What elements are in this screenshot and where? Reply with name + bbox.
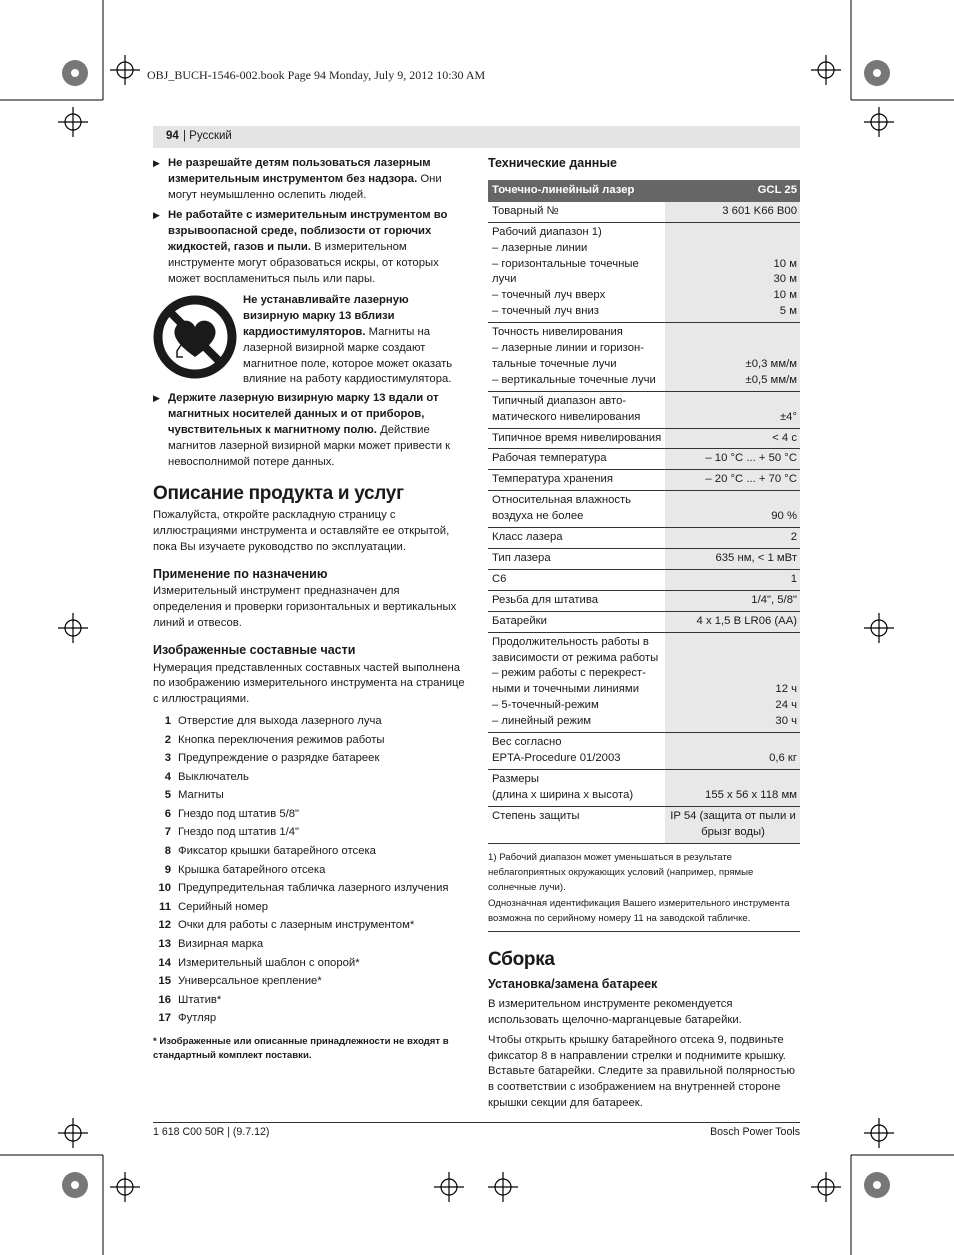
section-title-assembly: Сборка [488, 948, 555, 970]
battery-paragraph-2: Чтобы открыть крышку батарейного отсека 9, подвиньте фиксатор 8 в направлении стрелки и поднимите крышку. Вставьте батарейки. Следите за правильной полярностью в соответствии с изображением на внутренней стороне крышки секции для батареек. [488, 1033, 796, 1109]
footnote-range: 1) Рабочий диапазон может уменьшаться в результате неблагоприятных окружающих условий (например, прямые солнечные лучи). [488, 851, 754, 893]
bullet-arrow-icon: ▶ [153, 210, 160, 221]
spec-table [488, 180, 800, 844]
table-row: Резьба для штатива 1/4", 5/8" [488, 590, 800, 611]
page-header-bar [153, 126, 800, 148]
warning-explosive-text: В измерительном инструменте могут образоваться искры, от которых может воспламениться пыль или пары. [168, 240, 439, 285]
warning-pacemaker-bold: Не устанавливайте лазерную визирную марку 13 вблизи кардиостимуляторов. [243, 294, 409, 338]
warning-explosive-bold: Не работайте с измерительным инструментом во взрывоопасной среде, поблизости от горючих жидкостей, газов и пыли. [168, 209, 448, 253]
table-row: Размеры (длина x ширина x высота) 155 x 56 x 118 мм [488, 769, 800, 806]
list-item: 2 Кнопка переключения режимов работы [164, 733, 385, 746]
table-header-model: GCL 25 [665, 180, 800, 202]
list-item: 11 Серийный номер [159, 900, 269, 913]
table-row: Класс лазера 2 [488, 528, 800, 549]
footer-rule [153, 1122, 800, 1123]
table-row: Относительная влажность воздуха не более 90 % [488, 491, 800, 528]
section-title-product: Описание продукта и услуг [153, 483, 404, 505]
warning-pacemaker [153, 293, 465, 388]
footer-brand: Bosch Power Tools [710, 1126, 800, 1138]
print-header: OBJ_BUCH-1546-002.book Page 94 Monday, July 9, 2012 10:30 AM [147, 68, 486, 82]
table-row: Батарейки 4 x 1,5 B LR06 (AA) [488, 611, 800, 632]
warning-magnetic-text: Действие магнитов лазерной визирной марки может привести к невосполнимой потере данных. [168, 423, 451, 468]
table-row: Температура хранения – 20 °C ... + 70 °C [488, 470, 800, 491]
table-row: Продолжительность работы в зависимости от режима работы – режим работы с перекрест- ными и точечными линиями – 5-точечный-режим – линейный режим 12 ч 24 ч 30 ч [488, 632, 800, 732]
footer-doc-code: 1 618 C00 50R | (9.7.12) [153, 1126, 270, 1138]
list-item: 12 Очки для работы с лазерным инструментом* [158, 919, 415, 932]
bullet-arrow-icon: ▶ [153, 158, 160, 168]
page-language: | Русский [183, 130, 232, 142]
tech-data-title: Технические данные [488, 156, 617, 170]
table-row: Тип лазера 635 нм, < 1 мВт [488, 549, 800, 570]
bullet-arrow-icon: ▶ [153, 393, 160, 404]
parts-title: Изображенные составные части [153, 642, 356, 657]
list-item: 15 Универсальное крепление* [158, 975, 322, 988]
list-item: 16 Штатив* [158, 993, 222, 1006]
list-item: 7 Гнездо под штатив 1/4" [164, 826, 300, 839]
warning-children-bold: Не разрешайте детям пользоваться лазерным измерительным инструментом без надзора. [168, 157, 431, 185]
warning-explosive [153, 208, 465, 287]
no-pacemaker-sign-icon [153, 295, 237, 379]
footnote-serial: Однозначная идентификация Вашего измерительного инструмента возможна по серийному номеру 11 на заводской табличке. [488, 896, 800, 932]
list-item: 13 Визирная марка [158, 938, 264, 951]
list-item: 3 Предупреждение о разрядке батареек [164, 752, 380, 765]
table-row: Типичный диапазон авто- матического нивелирования ±4° [488, 391, 800, 428]
warning-magnetic [153, 391, 465, 470]
purpose-paragraph: Измерительный инструмент предназначен для определения и проверки горизонтальных и вертикальных линий и отвесов. [153, 585, 457, 629]
parts-list [153, 714, 465, 1030]
table-row: Вес согласно EPTA-Procedure 01/2003 0,6 кг [488, 733, 800, 770]
warning-magnetic-bold: Держите лазерную визирную марку 13 вдали от магнитных носителей данных и от приборов, чувствительных к магнитному полю. [168, 392, 439, 436]
battery-title: Установка/замена батареек [488, 977, 658, 992]
table-row: Рабочая температура – 10 °C ... + 50 °C [488, 449, 800, 470]
page-number: 94 [166, 130, 179, 142]
list-item: 1 Отверстие для выхода лазерного луча [164, 714, 382, 727]
parts-intro: Нумерация представленных составных частей выполнена по изображению измерительного инструмента на странице с иллюстрациями. [153, 661, 465, 706]
left-column [153, 156, 465, 1063]
warning-children-text: Они могут неумышленно ослепить людей. [168, 172, 442, 201]
right-column [488, 156, 800, 1112]
warning-pacemaker-text: Магниты на лазерной визирной марке создают магнитное поле, которое может оказать влияние на работу кардиостимулятора. [243, 325, 453, 386]
list-item: 9 Крышка батарейного отсека [164, 863, 326, 876]
warning-children [153, 156, 465, 203]
table-row: Типичное время нивелирования < 4 с [488, 428, 800, 449]
table-row: Товарный № 3 601 K66 B00 [488, 202, 800, 222]
accessories-note: * Изображенные или описанные принадлежности не входят в стандартный комплект поставки. [153, 1036, 449, 1062]
list-item: 14 Измерительный шаблон с опорой* [158, 956, 360, 969]
list-item: 17 Футляр [158, 1012, 217, 1025]
list-item: 4 Выключатель [164, 770, 249, 783]
table-row: Рабочий диапазон 1) – лазерные линии – горизонтальные точечные лучи – точечный луч вверх – точечный луч вниз 10 м 30 м 10 м 5 м [488, 222, 800, 322]
list-item: 8 Фиксатор крышки батарейного отсека [164, 845, 376, 858]
purpose-title: Применение по назначению [153, 566, 328, 581]
table-header-row [488, 180, 800, 202]
table-row: Степень защиты IP 54 (защита от пыли и брызг воды) [488, 806, 800, 843]
battery-paragraph-1: В измерительном инструменте рекомендуется использовать щелочно-марганцевые батарейки. [488, 998, 742, 1026]
intro-paragraph: Пожалуйста, откройте раскладную страницу с иллюстрациями инструмента и оставляйте ее открытой, пока Вы изучаете руководство по эксплуатации. [153, 509, 450, 553]
table-row: Точность нивелирования – лазерные линии и горизон- тальные точечные лучи – вертикальные точечные лучи ±0,3 мм/м ±0,5 мм/м [488, 323, 800, 392]
list-item: 10 Предупредительная табличка лазерного излучения [158, 882, 449, 895]
list-item: 5 Магниты [164, 789, 224, 802]
table-header-label: Точечно-линейный лазер [488, 180, 665, 202]
table-row: C6 1 [488, 569, 800, 590]
list-item: 6 Гнездо под штатив 5/8" [164, 807, 300, 820]
